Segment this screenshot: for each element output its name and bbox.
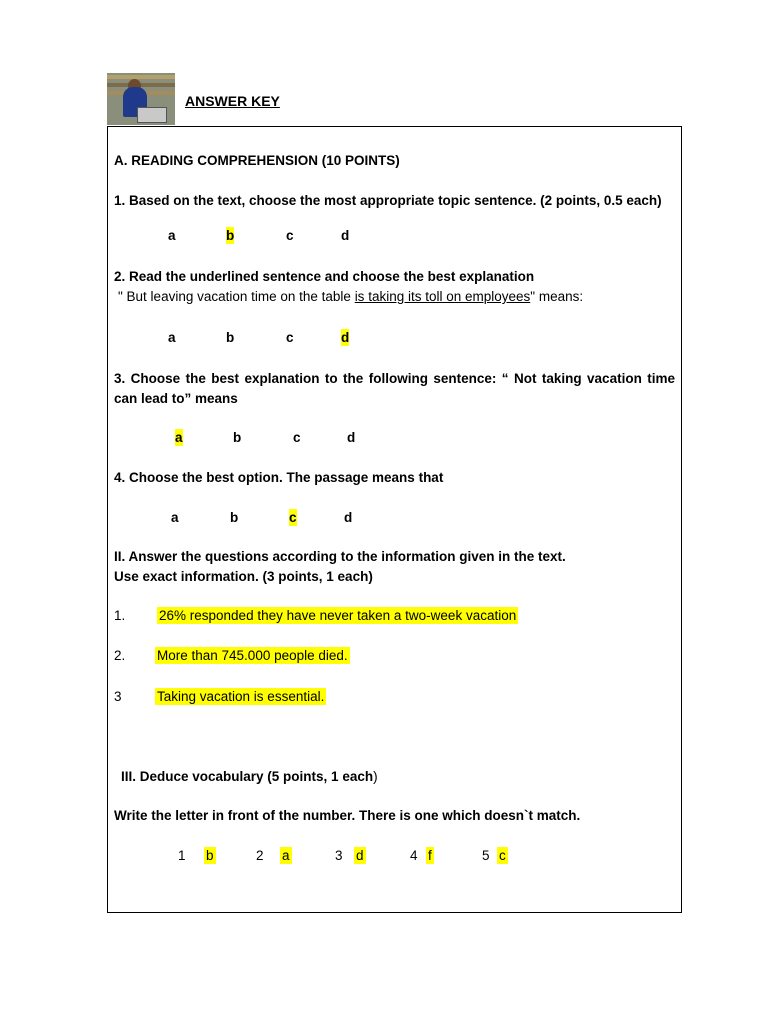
- q2-quote: " But leaving vacation time on the table is taking its toll on employees" means:: [118, 289, 584, 304]
- q3-text: 3. Choose the best explanation to the following sentence: “ Not taking vacation time can lead to” means: [114, 371, 675, 406]
- section-iii-heading: III. Deduce vocabulary (5 points, 1 each): [121, 769, 378, 784]
- q2-text: 2. Read the underlined sentence and choose the best explanation: [114, 269, 535, 284]
- match-2-number: 2: [256, 848, 264, 863]
- match-3-number: 3: [335, 848, 343, 863]
- q2-option-d-answer: d: [341, 330, 350, 345]
- q1-option-d: d: [341, 228, 350, 243]
- match-1-letter: b: [206, 848, 214, 863]
- section-iii-instruction: Write the letter in front of the number. There is one which doesn`t match.: [114, 808, 581, 823]
- q4-text: 4. Choose the best option. The passage means that: [114, 470, 444, 485]
- q4-option-a: a: [171, 510, 179, 525]
- answer-1-number: 1.: [114, 608, 126, 623]
- student-with-laptop-photo: [107, 73, 175, 125]
- section-ii-heading-line2: Use exact information. (3 points, 1 each): [114, 569, 373, 584]
- q2-option-b: b: [226, 330, 235, 345]
- q3-option-b: b: [233, 430, 242, 445]
- q3-option-d: d: [347, 430, 356, 445]
- answer-2-number: 2.: [114, 648, 126, 663]
- q2-option-c: c: [286, 330, 294, 345]
- match-4-letter: f: [428, 848, 432, 863]
- q1-option-a: a: [168, 228, 176, 243]
- q3-option-a-answer: a: [175, 430, 183, 445]
- q1-option-b-answer: b: [226, 228, 235, 243]
- match-1-number: 1: [178, 848, 186, 863]
- match-3-letter: d: [356, 848, 364, 863]
- q4-option-b: b: [230, 510, 239, 525]
- section-ii-heading-line1: II. Answer the questions according to the information given in the text.: [114, 549, 566, 564]
- q4-option-d: d: [344, 510, 353, 525]
- q2-underlined-phrase: is taking its toll on employees: [354, 289, 531, 304]
- match-5-number: 5: [482, 848, 490, 863]
- answer-2-text: More than 745.000 people died.: [157, 648, 348, 663]
- match-4-number: 4: [410, 848, 418, 863]
- q4-option-c-answer: c: [289, 510, 297, 525]
- q1-text: 1. Based on the text, choose the most appropriate topic sentence. (2 points, 0.5 each): [114, 193, 662, 208]
- q2-option-a: a: [168, 330, 176, 345]
- match-2-letter: a: [282, 848, 290, 863]
- answer-box: [107, 126, 682, 913]
- answer-3-text: Taking vacation is essential.: [157, 689, 325, 704]
- answer-1-text: 26% responded they have never taken a two-week vacation: [159, 608, 517, 623]
- q1-option-c: c: [286, 228, 294, 243]
- page-title: ANSWER KEY: [185, 93, 280, 109]
- answer-3-number: 3: [114, 689, 122, 704]
- q3-option-c: c: [293, 430, 301, 445]
- match-5-letter: c: [499, 848, 506, 863]
- section-a-heading: A. READING COMPREHENSION (10 POINTS): [114, 153, 400, 168]
